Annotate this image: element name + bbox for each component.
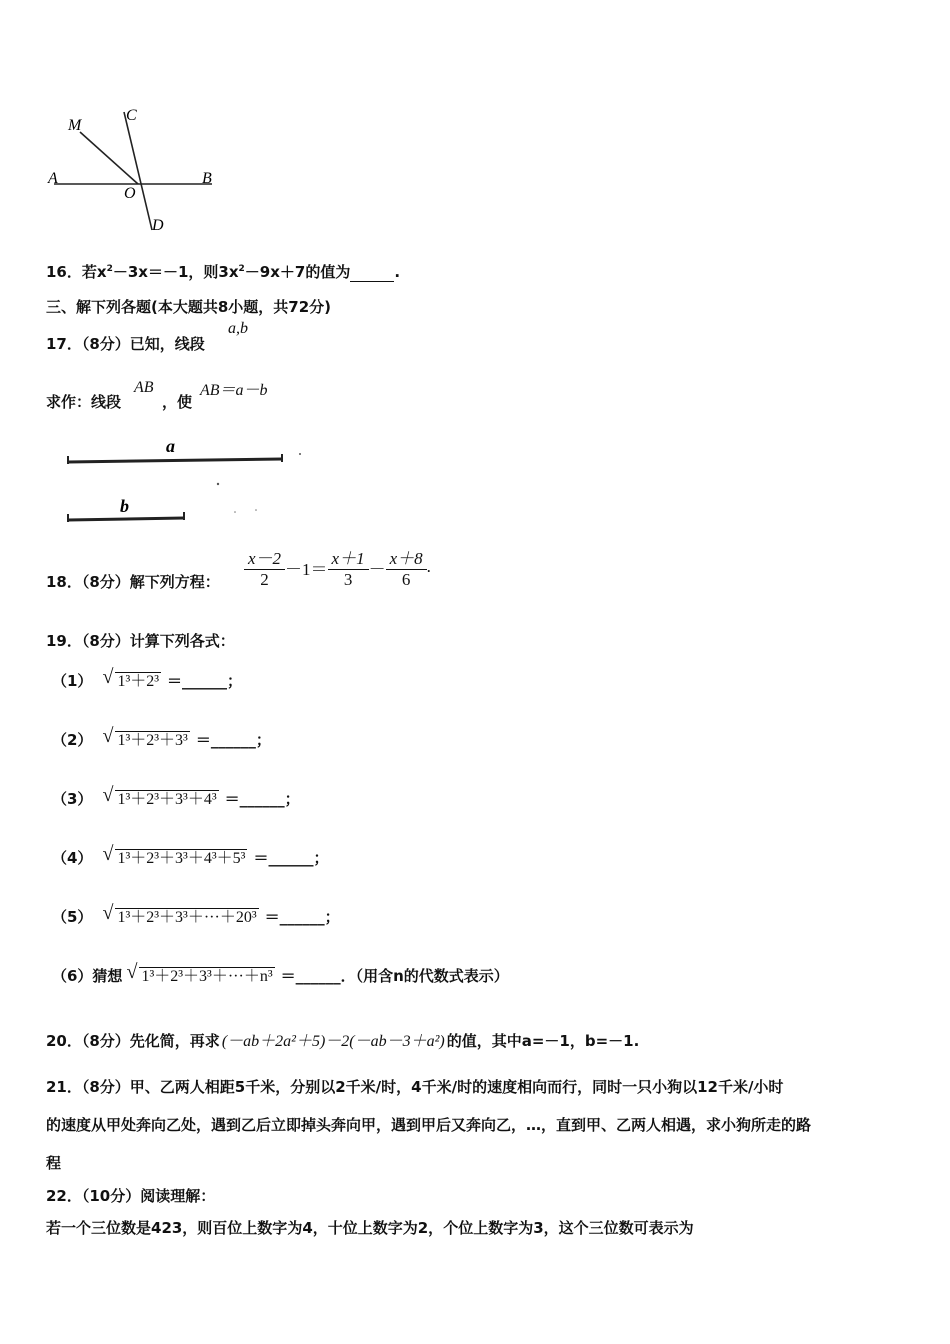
section-3-title: 三、解下列各题(本大题共8小题，共72分) [46, 298, 332, 316]
label-c: C [126, 107, 137, 124]
q17-ab-math: AB [134, 379, 154, 396]
sqrt-expression: √ 1³＋2³＋3³ [102, 725, 188, 749]
fraction-2: $\frac{x+1}{3}$ [328, 544, 369, 590]
question-18: 18．（8分）解下列方程： [46, 573, 220, 591]
q19-item-2: （2） √ 1³＋2³＋3³ ＝______； [52, 725, 271, 749]
angle-figure [40, 100, 240, 240]
q18-equation: $\frac{x-2}{2}$ －1＝ $\frac{x+1}{3}$ － $\frac{x+8}{6}$ . [244, 544, 431, 590]
question-22-line-1: 若一个三位数是423，则百位上数字为4，十位上数字为2，个位上数字为3，这个三位数可表示为 [46, 1219, 694, 1237]
ray-om [80, 132, 138, 184]
question-19: 19．（8分）计算下列各式： [46, 632, 235, 650]
segment-b-line [68, 518, 184, 520]
q19-item-5: （5） √ 1³＋2³＋3³＋···＋20³ ＝______； [52, 902, 340, 926]
label-o: O [124, 185, 136, 202]
fraction-1: $\frac{x-2}{2}$ [244, 544, 285, 590]
question-16: 16．若$x^2-3x=-1$，则$3x^2-9x+7$的值为 . [46, 263, 401, 281]
question-21-line-3: 程 [46, 1154, 62, 1172]
q17-ab-eq-math: AB＝a－b [200, 382, 268, 399]
q17-task-sep: ，使 [162, 393, 193, 411]
q19-item-6: （6）猜想 √ 1³＋2³＋3³＋···＋n³ ＝______．（用含n的代数式表示） [52, 961, 509, 985]
segments-figure [60, 432, 320, 528]
sqrt-expression: √ 1³＋2³＋3³＋···＋n³ [126, 961, 273, 985]
fraction-3: $\frac{x+8}{6}$ [386, 544, 427, 590]
sqrt-expression: √ 1³＋2³＋3³＋4³ [102, 784, 217, 808]
q17-segments-math: a,b [228, 320, 248, 337]
sqrt-expression: √ 1³＋2³＋3³＋4³＋5³ [102, 843, 246, 867]
q19-item-1: （1） √ 1³＋2³ ＝______； [52, 666, 243, 690]
segment-b-label: b [120, 496, 129, 516]
question-21-line-2: 的速度从甲处奔向乙处，遇到乙后立即掉头奔向甲，遇到甲后又奔向乙，…，直到甲、乙两人相遇，求小狗所走的路 [46, 1116, 812, 1134]
q17-task: 求作：线段 [46, 393, 122, 411]
label-d: D [152, 217, 164, 234]
q19-item-4: （4） √ 1³＋2³＋3³＋4³＋5³ ＝______； [52, 843, 329, 867]
sqrt-expression: √ 1³＋2³＋3³＋···＋20³ [102, 902, 257, 926]
question-17: 17．（8分）已知，线段 [46, 335, 205, 353]
segment-a-label: a [166, 436, 175, 456]
segment-a-line [68, 459, 282, 462]
sqrt-expression: √ 1³＋2³ [102, 666, 160, 690]
q19-item-3: （3） √ 1³＋2³＋3³＋4³ ＝______； [52, 784, 300, 808]
label-b: B [202, 170, 212, 187]
answer-blank[interactable] [350, 267, 394, 282]
label-a: A [48, 170, 58, 187]
question-22-title: 22．（10分）阅读理解： [46, 1187, 216, 1205]
line-cd [124, 112, 152, 230]
q20-expression: (－ab＋2a²＋5)－2(－ab－3＋a²) [221, 1033, 445, 1050]
question-21-line-1: 21．（8分）甲、乙两人相距5千米，分别以2千米/时，4千米/时的速度相向而行，同时一只小狗以12千米/小时 [46, 1078, 784, 1096]
question-20: 20．（8分）先化简，再求 (－ab＋2a²＋5)－2(－ab－3＋a²) 的值，其中a=－1，b=－1. [46, 1028, 639, 1051]
label-m: M [68, 117, 82, 134]
